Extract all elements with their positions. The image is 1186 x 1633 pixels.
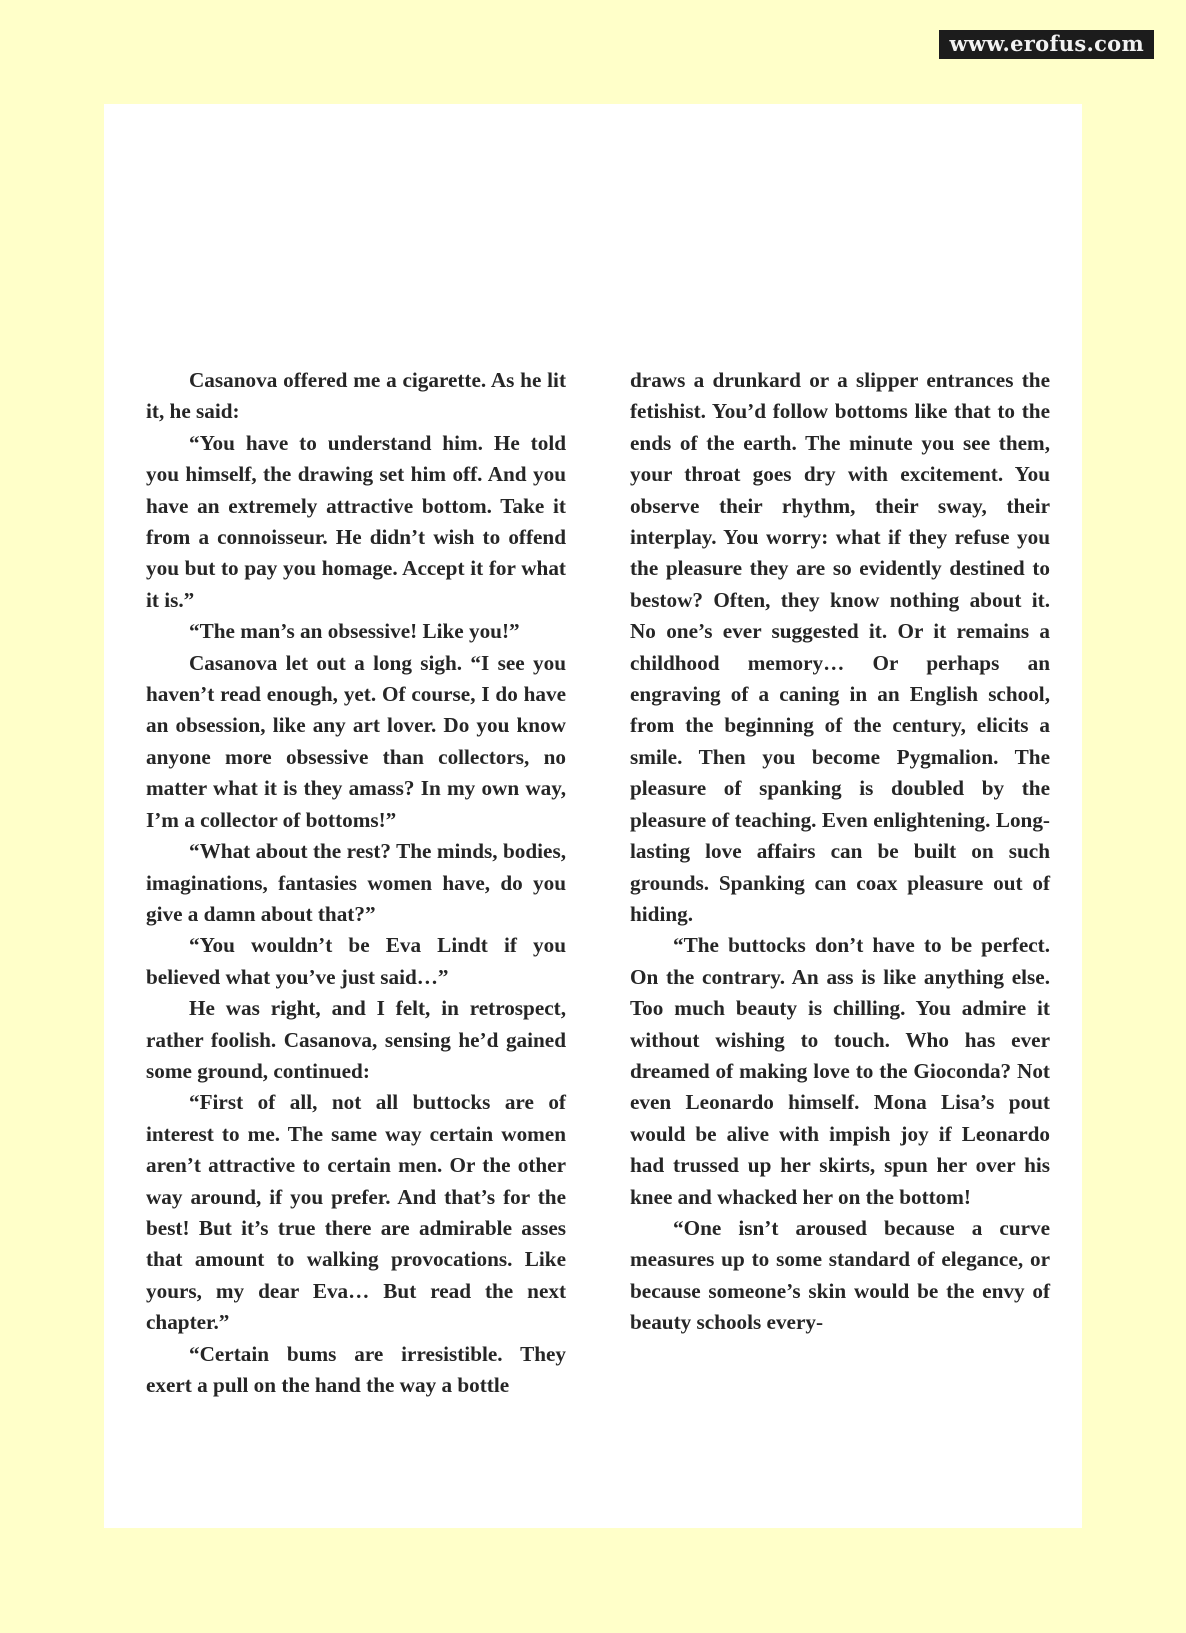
paragraph: “The man’s an obsessive! Like you!” [189,619,520,644]
paragraph: Casanova offered me a cigarette. As he lit it, he said: [146,368,566,424]
paragraph: “First of all, not all buttocks are of interest to me. The same way certain women aren’t attractive to certain men. Or the other way around, if you prefer. And that’s for the best! But it’s true there are admirable asses that amount to walking provocations. Like yours, my dear Eva… But read the next chapter.” [146,1090,566,1335]
text-columns [146,365,1050,1401]
paragraph: “One isn’t aroused because a curve measures up to some standard of elegance, or because someone’s skin would be the envy of beauty schools every- [630,1215,1050,1335]
paragraph: He was right, and I felt, in retrospect, rather foolish. Casanova, sensing he’d gained some ground, continued: [146,996,566,1083]
paragraph: draws a drunkard or a slipper entrances the fetishist. You’d follow bottoms like that to the ends of the earth. The minute you see them, your throat goes dry with excitement. You observe their rhythm, their sway, their interplay. You worry: what if they refuse you the pleasure they are so evidently destined to bestow? Often, they know nothing about it. No one’s ever suggested it. Or it remains a childhood memory… Or perhaps an engraving of a caning in an English school, from the beginning of the century, elicits a smile. Then you become Pygmalion. The pleasure of spanking is doubled by the pleasure of teaching. Even enlightening. Long-lasting love affairs can be built on such grounds. Spanking can coax pleasure out of hiding. [630,368,1050,926]
paragraph: “You wouldn’t be Eva Lindt if you believed what you’ve just said…” [146,933,566,989]
paragraph: “Certain bums are irresistible. They exert a pull on the hand the way a bottle [146,1341,566,1397]
book-page [104,104,1082,1528]
paragraph: “What about the rest? The minds, bodies, imaginations, fantasies women have, do you give a damn about that?” [146,839,566,926]
left-column [146,365,566,1401]
paragraph: “You have to understand him. He told you himself, the drawing set him off. And you have an extremely attractive bottom. Take it from a connoisseur. He didn’t wish to offend you but to pay you homage. Accept it for what it is.” [146,430,566,612]
right-column [630,365,1050,1401]
paragraph: Casanova let out a long sigh. “I see you haven’t read enough, yet. Of course, I do have an obsession, like any art lover. Do you know anyone more obsessive than collectors, no matter what it is they amass? In my own way, I’m a collector of bottoms!” [146,650,566,832]
paragraph: “The buttocks don’t have to be perfect. On the contrary. An ass is like anything else. Too much beauty is chilling. You admire it without wishing to touch. Who has ever dreamed of making love to the Gioconda? Not even Leonardo himself. Mona Lisa’s pout would be alive with impish joy if Leonardo had trussed up her skirts, spun her over his knee and whacked her on the bottom! [630,933,1050,1209]
site-watermark: www.erofus.com [939,30,1154,59]
